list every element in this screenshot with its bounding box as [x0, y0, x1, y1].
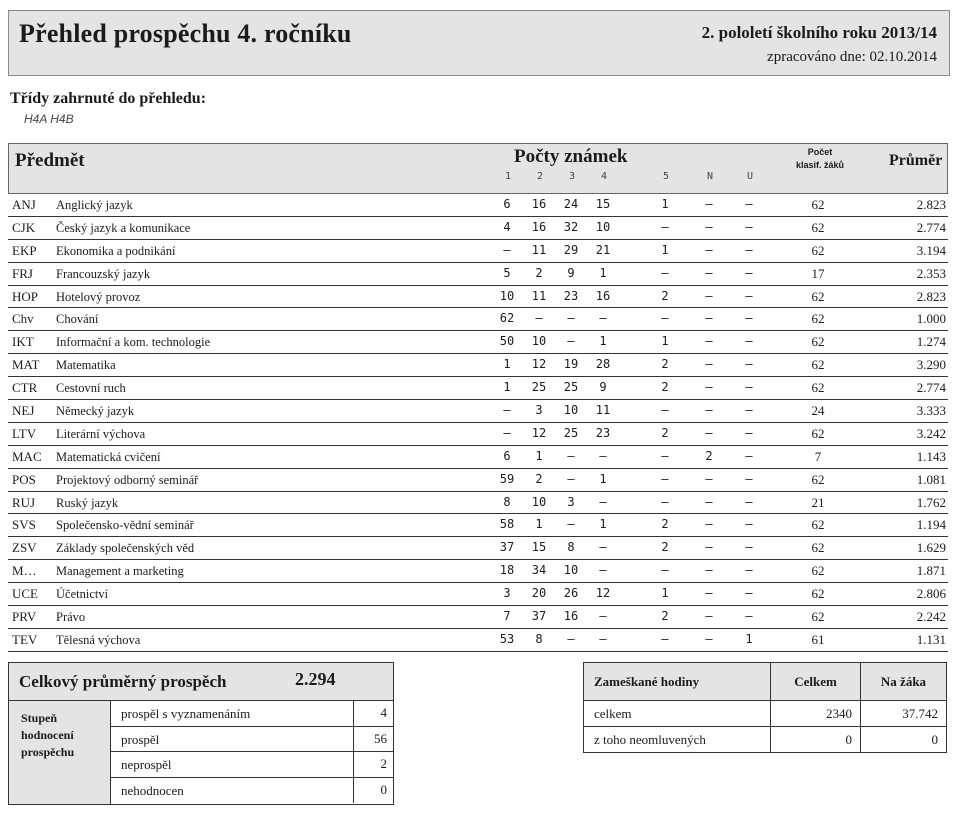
overall-summary — [8, 662, 394, 805]
subject-code: ANJ — [12, 197, 36, 212]
absence-header — [584, 663, 946, 701]
subject-average: 3.290 — [916, 357, 946, 373]
table-row — [8, 560, 948, 583]
subject-name: Český jazyk a komunikace — [56, 220, 191, 235]
table-row — [8, 286, 948, 309]
subject-code: SVS — [12, 517, 36, 533]
subject-code: TEV — [12, 631, 38, 647]
summary-row — [111, 727, 393, 753]
grade-count: – — [661, 311, 669, 326]
grade-count: – — [705, 540, 713, 555]
grade-count: 2 — [661, 517, 669, 532]
subject-code: IKT — [12, 334, 34, 350]
grade-count: 53 — [499, 631, 515, 646]
grade-count: 28 — [595, 357, 611, 372]
grade-count: – — [661, 494, 669, 509]
classified-count: 62 — [811, 563, 825, 579]
grade-count: – — [705, 288, 713, 303]
grade-count: – — [745, 265, 753, 280]
school-period: 2. pololetí školního roku 2013/14 — [701, 23, 937, 42]
table-row — [8, 492, 948, 515]
classified-count: 62 — [811, 425, 825, 441]
grade-count: – — [705, 357, 713, 372]
grade-count: 10 — [531, 334, 547, 349]
subject-name: Ruský jazyk — [56, 495, 119, 510]
grade-count: – — [705, 471, 713, 486]
grade-count: 18 — [499, 563, 515, 578]
subject-code: RUJ — [12, 494, 36, 510]
col-classified-students — [785, 146, 855, 172]
grades-table-body — [8, 194, 948, 652]
grade-count: 59 — [499, 471, 515, 486]
grade-label-3: 3 — [568, 171, 576, 182]
grade-label-2: 2 — [536, 171, 544, 182]
classified-count: 21 — [811, 494, 825, 510]
subject-name: Matematika — [56, 358, 116, 373]
grade-count: – — [661, 265, 669, 280]
grade-count: 1 — [503, 357, 511, 372]
grade-count: 2 — [661, 425, 669, 440]
subject-code: MAC — [12, 448, 42, 464]
grade-count: 11 — [531, 288, 547, 303]
grade-count: – — [745, 197, 753, 211]
classified-count: 24 — [811, 403, 825, 419]
grade-count: – — [705, 311, 713, 326]
grade-count: 10 — [531, 494, 547, 509]
table-row — [8, 606, 948, 629]
grade-count: 10 — [563, 563, 579, 578]
grade-count: 26 — [563, 586, 579, 601]
grade-count: – — [599, 631, 607, 646]
grade-count: – — [599, 563, 607, 578]
subject-code: FRJ — [12, 265, 33, 281]
grade-count: 8 — [535, 631, 543, 646]
subject-name: Literární výchova — [56, 426, 146, 441]
absence-table — [583, 662, 947, 753]
col-grade-counts: Počty známek — [514, 146, 628, 167]
summary-title: Celkový průměrný prospěch — [19, 672, 227, 691]
subject-code: LTV — [12, 425, 37, 441]
subject-average: 1.629 — [916, 540, 946, 556]
grade-count: 1 — [661, 586, 669, 601]
grade-count: 62 — [499, 311, 515, 326]
grade-count: 1 — [599, 334, 607, 349]
table-row — [8, 514, 948, 537]
subject-code: M… — [12, 563, 37, 579]
evaluation-label-line1: Stupeň — [21, 711, 58, 725]
absence-col-total: Celkem — [770, 663, 860, 700]
grade-count: – — [503, 403, 511, 418]
grade-count: – — [705, 586, 713, 601]
summary-row-value: 0 — [353, 778, 393, 804]
summary-row — [111, 778, 393, 804]
grade-count: 1 — [661, 242, 669, 257]
summary-header — [9, 663, 393, 701]
summary-row-label: neprospěl — [121, 757, 172, 772]
grade-count: – — [705, 265, 713, 280]
grade-count: – — [661, 219, 669, 234]
grade-count: 3 — [503, 586, 511, 601]
grade-count: – — [705, 494, 713, 509]
subject-average: 2.806 — [916, 586, 946, 602]
subject-name: Projektový odborný seminář — [56, 472, 199, 487]
grade-count: – — [745, 540, 753, 555]
grade-count: 10 — [563, 403, 579, 418]
grade-count: 34 — [531, 563, 547, 578]
grade-count: 58 — [499, 517, 515, 532]
grade-count: – — [745, 357, 753, 372]
grade-count: 19 — [563, 357, 579, 372]
grade-count: – — [705, 425, 713, 440]
table-row — [8, 354, 948, 377]
grade-count: – — [661, 563, 669, 578]
grade-count: 1 — [503, 380, 511, 395]
evaluation-label-line3: prospěchu — [21, 745, 75, 759]
subject-name: Chování — [56, 312, 99, 327]
grade-count: – — [745, 586, 753, 601]
grade-count: – — [599, 609, 607, 624]
subject-name: Matematická cvičení — [56, 449, 161, 464]
grade-count: – — [745, 288, 753, 303]
grade-count: 8 — [567, 540, 575, 555]
grade-count: 25 — [531, 380, 547, 395]
table-row — [8, 308, 948, 331]
summary-row-value: 4 — [353, 701, 393, 726]
report-header — [8, 10, 950, 76]
subject-average: 1.131 — [916, 631, 946, 647]
subject-average: 3.333 — [916, 403, 946, 419]
grade-count: – — [705, 517, 713, 532]
absence-row-label: z toho neomluvených — [594, 731, 706, 747]
table-row — [8, 423, 948, 446]
grades-table — [8, 143, 948, 652]
grade-count: 2 — [535, 265, 543, 280]
grade-label-n: N — [706, 171, 714, 182]
absence-row-total: 0 — [770, 727, 860, 753]
grade-count: – — [745, 494, 753, 509]
grade-count: – — [599, 311, 607, 326]
subject-code: MAT — [12, 357, 40, 373]
grade-count: 25 — [563, 425, 579, 440]
subject-code: ZSV — [12, 540, 37, 556]
subject-name: Společensko-vědní seminář — [56, 518, 194, 533]
grade-count: 4 — [503, 219, 511, 234]
grade-count: 6 — [503, 197, 511, 211]
grade-count: 25 — [563, 380, 579, 395]
grade-count: – — [661, 403, 669, 418]
grade-count: 12 — [531, 425, 547, 440]
grade-count: – — [661, 631, 669, 646]
grade-count: – — [705, 334, 713, 349]
grade-count: 23 — [563, 288, 579, 303]
grade-count: 3 — [567, 494, 575, 509]
grade-count: 10 — [595, 219, 611, 234]
grade-count: – — [705, 403, 713, 418]
classified-count: 62 — [811, 197, 825, 212]
summary-row — [111, 752, 393, 778]
subject-average: 1.000 — [916, 311, 946, 327]
classified-count: 61 — [811, 631, 825, 647]
evaluation-label — [9, 701, 111, 804]
subject-average: 2.353 — [916, 265, 946, 281]
grade-count: – — [705, 631, 713, 646]
subject-code: PRV — [12, 609, 37, 625]
subject-average: 2.823 — [916, 197, 946, 212]
subject-name: Právo — [56, 610, 86, 625]
table-row — [8, 469, 948, 492]
summary-row-label: nehodnocen — [121, 782, 184, 798]
grade-count: – — [705, 609, 713, 624]
grade-count: 1 — [599, 265, 607, 280]
classified-count: 62 — [811, 380, 825, 396]
col-classified-line1: Počet — [807, 147, 833, 157]
grade-count: 9 — [567, 265, 575, 280]
table-row — [8, 583, 948, 606]
absence-col-hours: Zameškané hodiny — [594, 674, 700, 689]
col-subject: Předmět — [15, 150, 85, 171]
grade-count: – — [535, 311, 543, 326]
subject-average: 3.242 — [916, 425, 946, 441]
absence-col-per-student: Na žáka — [860, 663, 946, 700]
grade-count: 1 — [599, 517, 607, 532]
grade-count: – — [599, 540, 607, 555]
subject-average: 2.823 — [916, 288, 946, 304]
grade-count: 11 — [531, 242, 547, 257]
grades-table-header — [8, 143, 948, 194]
grade-count: – — [599, 494, 607, 509]
grade-count: 9 — [599, 380, 607, 395]
classified-count: 62 — [811, 311, 825, 327]
grade-count: 16 — [563, 609, 579, 624]
table-row — [8, 446, 948, 469]
subject-name: Německý jazyk — [56, 404, 135, 419]
overall-average: 2.294 — [295, 669, 336, 689]
subject-name: Hotelový provoz — [56, 289, 141, 304]
subject-average: 1.762 — [916, 494, 946, 510]
grade-count: – — [745, 517, 753, 532]
table-row — [8, 629, 948, 652]
absence-row — [584, 727, 946, 753]
subject-name: Účetnictví — [56, 587, 109, 602]
subject-code: POS — [12, 471, 36, 487]
grade-count: – — [567, 448, 575, 463]
subject-average: 2.242 — [916, 609, 946, 625]
grade-count: 15 — [595, 197, 611, 211]
grade-count: 7 — [503, 609, 511, 624]
table-row — [8, 331, 948, 354]
grade-count: – — [705, 242, 713, 257]
subject-name: Základy společenských věd — [56, 541, 195, 556]
classified-count: 62 — [811, 471, 825, 487]
subject-code: EKP — [12, 242, 37, 258]
grade-count: – — [705, 563, 713, 578]
grade-count: – — [745, 334, 753, 349]
grade-count: 24 — [563, 197, 579, 211]
grade-count: – — [567, 517, 575, 532]
subject-code: CJK — [12, 219, 36, 235]
grade-count: – — [567, 311, 575, 326]
grade-count: – — [661, 448, 669, 463]
subject-name: Ekonomika a podnikání — [56, 243, 176, 258]
summary-row-label: prospěl — [121, 731, 160, 747]
grade-count: 2 — [661, 288, 669, 303]
grade-count: 2 — [661, 357, 669, 372]
subject-code: UCE — [12, 586, 38, 602]
grade-count: 29 — [563, 242, 579, 257]
grade-count: 2 — [661, 609, 669, 624]
grade-count: – — [745, 563, 753, 578]
grade-count: 16 — [595, 288, 611, 303]
col-classified-line2: klasif. žáků — [795, 160, 845, 170]
grade-count: 6 — [503, 448, 511, 463]
grade-count: – — [745, 242, 753, 257]
classified-count: 62 — [811, 357, 825, 373]
grade-count: 50 — [499, 334, 515, 349]
absence-row-total: 2340 — [770, 701, 860, 726]
grade-label-5: 5 — [662, 171, 670, 182]
subject-code: CTR — [12, 380, 38, 396]
col-average: Průměr — [889, 152, 943, 169]
report-title: Přehled prospěchu 4. ročníku — [19, 19, 352, 48]
classified-count: 62 — [811, 517, 825, 533]
grade-count: 8 — [503, 494, 511, 509]
grade-count: 1 — [661, 334, 669, 349]
absence-row-per-student: 0 — [860, 727, 946, 753]
grade-count: 2 — [661, 540, 669, 555]
grade-count: – — [745, 380, 753, 395]
grade-count: – — [745, 609, 753, 624]
subject-name: Francouzský jazyk — [56, 266, 151, 281]
grade-count: 16 — [531, 219, 547, 234]
grade-count: 1 — [535, 448, 543, 463]
classified-count: 62 — [811, 334, 825, 350]
grade-count: 15 — [531, 540, 547, 555]
grade-count: – — [661, 471, 669, 486]
classified-count: 62 — [811, 540, 825, 556]
subject-average: 1.194 — [916, 517, 946, 533]
grade-count: – — [599, 448, 607, 463]
grade-label-4: 4 — [600, 171, 608, 182]
grade-count: 1 — [745, 631, 753, 646]
grade-count: 32 — [563, 219, 579, 234]
classified-count: 62 — [811, 609, 825, 625]
grade-count: 37 — [499, 540, 515, 555]
grade-count: – — [503, 425, 511, 440]
absence-row-per-student: 37.742 — [860, 701, 946, 726]
grade-count: – — [745, 471, 753, 486]
subject-average: 1.871 — [916, 563, 946, 579]
grade-count: – — [705, 197, 713, 211]
grade-count: 2 — [535, 471, 543, 486]
grade-count: – — [745, 219, 753, 234]
summary-row — [111, 701, 393, 727]
classes-heading: Třídy zahrnuté do přehledu: — [10, 90, 207, 107]
grade-count: – — [567, 471, 575, 486]
grade-count: 5 — [503, 265, 511, 280]
subject-average: 1.274 — [916, 334, 946, 350]
subject-name: Anglický jazyk — [56, 198, 133, 212]
grade-count: – — [503, 242, 511, 257]
summary-row-label: prospěl s vyznamenáním — [121, 706, 251, 721]
grade-count: 1 — [599, 471, 607, 486]
classified-count: 62 — [811, 242, 825, 258]
subject-name: Management a marketing — [56, 564, 184, 579]
grade-count: 12 — [595, 586, 611, 601]
subject-code: HOP — [12, 288, 39, 304]
grade-count: – — [745, 311, 753, 326]
classes-list: H4A H4B — [24, 112, 74, 126]
subject-name: Informační a kom. technologie — [56, 335, 211, 350]
absence-row-label: celkem — [594, 706, 632, 721]
grade-count: – — [567, 631, 575, 646]
grade-count: – — [745, 403, 753, 418]
subject-name: Cestovní ruch — [56, 381, 126, 396]
grade-count: 16 — [531, 197, 547, 211]
grade-count: – — [745, 425, 753, 440]
subject-average: 3.194 — [916, 242, 946, 258]
grade-count: 1 — [535, 517, 543, 532]
grade-count: 3 — [535, 403, 543, 418]
grade-count: 2 — [661, 380, 669, 395]
absence-row — [584, 701, 946, 727]
table-row — [8, 240, 948, 263]
subject-code: Chv — [12, 311, 34, 327]
grade-label-1: 1 — [504, 171, 512, 182]
grade-count: 20 — [531, 586, 547, 601]
table-row — [8, 194, 948, 217]
subject-average: 1.081 — [916, 471, 946, 487]
grade-count: 37 — [531, 609, 547, 624]
grade-count: 10 — [499, 288, 515, 303]
table-row — [8, 400, 948, 423]
subject-average: 2.774 — [916, 380, 946, 396]
grade-count: 12 — [531, 357, 547, 372]
classified-count: 7 — [814, 448, 822, 464]
processed-date: zpracováno dne: 02.10.2014 — [767, 49, 937, 65]
grade-count: 23 — [595, 425, 611, 440]
grade-label-u: U — [746, 171, 754, 182]
subject-name: Tělesná výchova — [56, 632, 141, 647]
grade-count: 21 — [595, 242, 611, 257]
classified-count: 17 — [811, 265, 825, 281]
grade-count: 11 — [595, 403, 611, 418]
classified-count: 62 — [811, 288, 825, 304]
grade-count: – — [567, 334, 575, 349]
subject-code: NEJ — [12, 403, 35, 419]
subject-average: 2.774 — [916, 219, 946, 235]
summary-row-value: 2 — [353, 752, 393, 777]
grade-count: – — [705, 380, 713, 395]
grade-count: – — [705, 219, 713, 234]
summary-row-value: 56 — [353, 727, 393, 752]
table-row — [8, 263, 948, 286]
table-row — [8, 217, 948, 240]
table-row — [8, 537, 948, 560]
grade-count: 2 — [705, 448, 713, 463]
classified-count: 62 — [811, 586, 825, 602]
grade-count: – — [745, 448, 753, 463]
classified-count: 62 — [811, 219, 825, 235]
grade-count: 1 — [661, 197, 669, 211]
evaluation-label-line2: hodnocení — [21, 728, 74, 742]
table-row — [8, 377, 948, 400]
subject-average: 1.143 — [916, 448, 946, 464]
